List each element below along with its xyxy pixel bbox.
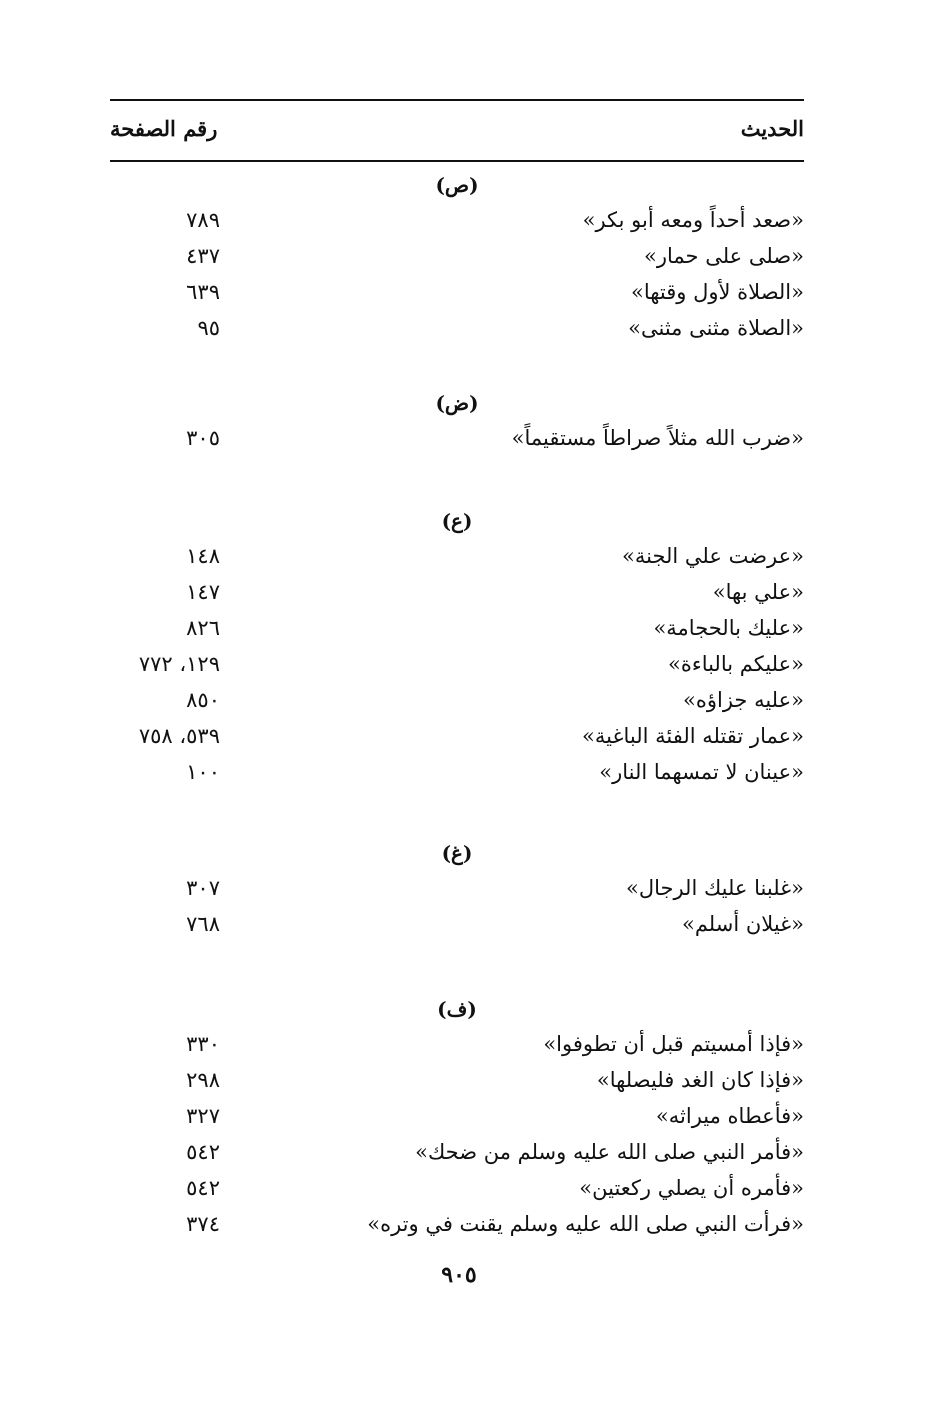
hadith-text: «علي بها» [712, 580, 804, 604]
hadith-text: «فإذا كان الغد فليصلها» [596, 1068, 804, 1092]
index-row [110, 1170, 804, 1206]
page-reference: ٧٦٨ [186, 912, 220, 936]
hadith-text: «فأمره أن يصلي ركعتين» [579, 1176, 804, 1200]
page-reference: ٥٣٩، ٧٥٨ [138, 724, 220, 748]
hadith-text: «غيلان أسلم» [681, 912, 804, 936]
hadith-text: «عليك بالحجامة» [653, 616, 804, 640]
page-number: ٩٠٥ [441, 1262, 477, 1288]
page-reference: ٣٢٧ [186, 1104, 220, 1128]
section-letter: (ف) [437, 997, 477, 1021]
column-header-hadith: الحديث [740, 116, 804, 141]
hadith-text: «فرأت النبي صلى الله عليه وسلم يقنت في وتره» [367, 1212, 804, 1236]
hadith-text: «فأمر النبي صلى الله عليه وسلم من ضحك» [415, 1140, 804, 1164]
index-row [110, 538, 804, 574]
page-reference: ٥٤٢ [186, 1140, 220, 1164]
index-row [110, 420, 804, 456]
section-letter: (غ) [441, 841, 473, 865]
column-header-page-number: رقم الصفحة [110, 116, 218, 141]
index-row [110, 574, 804, 610]
page-reference: ١٢٩، ٧٧٢ [138, 652, 220, 676]
section-ain [110, 504, 804, 790]
page-reference: ٢٩٨ [186, 1068, 220, 1092]
hadith-text: «عرضت علي الجنة» [622, 544, 804, 568]
index-row [110, 202, 804, 238]
index-row [110, 310, 804, 346]
index-row [110, 682, 804, 718]
page-reference: ٦٣٩ [186, 280, 220, 304]
page-reference: ١٤٧ [186, 580, 220, 604]
header-rule [110, 160, 804, 162]
index-row [110, 1206, 804, 1242]
index-row [110, 610, 804, 646]
hadith-text: «ضرب الله مثلاً صراطاً مستقيماً» [511, 426, 804, 450]
hadith-index [110, 166, 804, 1242]
index-row [110, 238, 804, 274]
section-fa [110, 992, 804, 1242]
section-letter: (ض) [435, 391, 479, 415]
section-letter: (ع) [441, 509, 473, 533]
index-row [110, 870, 804, 906]
index-row [110, 1134, 804, 1170]
hadith-text: «عليكم بالباءة» [667, 652, 804, 676]
hadith-text: «فإذا أمسيتم قبل أن تطوفوا» [543, 1032, 804, 1056]
page-reference: ٣٣٠ [186, 1032, 220, 1056]
page-reference: ٣٧٤ [186, 1212, 220, 1236]
hadith-text: «فأعطاه ميراثه» [655, 1104, 804, 1128]
section-sad [110, 168, 804, 346]
section-ghain [110, 836, 804, 942]
index-row [110, 718, 804, 754]
page-reference: ٤٣٧ [186, 244, 220, 268]
hadith-text: «الصلاة لأول وقتها» [631, 280, 804, 304]
hadith-text: «عمار تقتله الفئة الباغية» [582, 724, 804, 748]
index-row [110, 1062, 804, 1098]
hadith-text: «صلى على حمار» [644, 244, 804, 268]
hadith-text: «عليه جزاؤه» [683, 688, 804, 712]
hadith-text: «الصلاة مثنى مثنى» [628, 316, 804, 340]
hadith-text: «عينان لا تمسهما النار» [599, 760, 804, 784]
index-row [110, 1026, 804, 1062]
index-row [110, 754, 804, 790]
page-reference: ٨٢٦ [186, 616, 220, 640]
page-reference: ٧٨٩ [186, 208, 220, 232]
page-reference: ٣٠٧ [186, 876, 220, 900]
page-reference: ٥٤٢ [186, 1176, 220, 1200]
page-reference: ١٠٠ [186, 760, 220, 784]
hadith-text: «صعد أحداً ومعه أبو بكر» [582, 208, 804, 232]
index-row [110, 906, 804, 942]
index-row [110, 274, 804, 310]
top-rule [110, 99, 804, 101]
page-reference: ١٤٨ [186, 544, 220, 568]
page-reference: ٩٥ [197, 316, 220, 340]
page-reference: ٣٠٥ [186, 426, 220, 450]
index-row [110, 646, 804, 682]
section-dad [110, 386, 804, 456]
page-reference: ٨٥٠ [186, 688, 220, 712]
index-row [110, 1098, 804, 1134]
hadith-text: «غلبنا عليك الرجال» [625, 876, 804, 900]
section-letter: (ص) [435, 173, 479, 197]
